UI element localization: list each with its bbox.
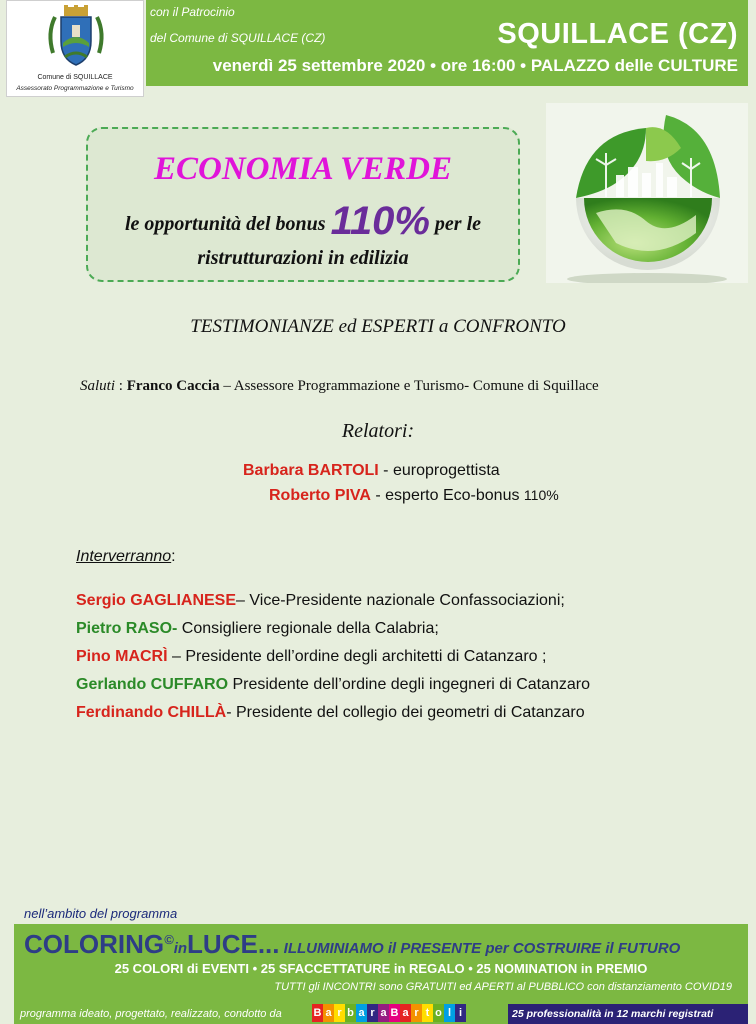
participant-role: Presidente dell’ordine degli ingegneri di Catanzaro: [228, 676, 591, 693]
name-letter-tile: o: [433, 1004, 444, 1022]
brand-in: in: [173, 940, 188, 957]
participant-name: Pino MACRÌ: [76, 648, 168, 665]
name-letter-tile: B: [312, 1004, 323, 1022]
participant-item: [76, 592, 565, 610]
speaker-role-extra: 110%: [523, 487, 559, 503]
participant-role: – Presidente dell’ordine degli architetti di Catanzaro ;: [167, 648, 547, 665]
speaker-role: - esperto Eco-bonus: [370, 487, 524, 504]
logo-subcaption: Assessorato Programmazione e Turismo: [16, 85, 134, 92]
name-letter-tile: a: [400, 1004, 411, 1022]
speaker-name: Roberto PIVA: [269, 487, 371, 504]
subtitle: TESTIMONIANZE ed ESPERTI a CONFRONTO: [190, 316, 566, 337]
program-tagline: 25 professionalità in 12 marchi registrati: [508, 1004, 748, 1024]
name-letter-tile: b: [345, 1004, 356, 1022]
name-letter-tile: r: [411, 1004, 422, 1022]
greetings-line: [80, 378, 599, 395]
patronage-line1: con il Patrocinio: [150, 5, 235, 19]
participants-label: Interverranno: [76, 548, 172, 565]
program-access-note: TUTTI gli INCONTRI sono GRATUITI ed APERTI al PUBBLICO con distanziamento COVID19: [274, 981, 732, 993]
greetings-role: – Assessore Programmazione e Turismo- Comune di Squillace: [219, 378, 599, 394]
name-letter-tile: r: [367, 1004, 378, 1022]
name-letter-tile: B: [389, 1004, 400, 1022]
participant-role: Consigliere regionale della Calabria;: [177, 620, 439, 637]
event-date-venue: venerdì 25 settembre 2020 • ore 16:00 • PALAZZO delle CULTURE: [212, 56, 738, 75]
participant-role: – Vice-Presidente nazionale Confassociazioni;: [236, 592, 565, 609]
municipal-logo: [6, 0, 144, 97]
speakers-heading: Relatori:: [341, 420, 415, 442]
speaker-role: - europrogettista: [378, 462, 500, 479]
brand-luce: LUCE...: [187, 929, 280, 959]
brand-coloring: COLORING: [24, 929, 165, 959]
title-line2-post: per le: [434, 213, 482, 235]
name-letter-tile: a: [323, 1004, 334, 1022]
participant-item: [76, 620, 439, 638]
participant-name: Sergio GAGLIANESE: [76, 592, 237, 609]
participant-name: Ferdinando CHILLÀ: [76, 704, 227, 721]
greetings-label: Saluti: [80, 378, 116, 394]
speaker-item: [269, 487, 559, 505]
speaker-name: Barbara BARTOLI: [243, 462, 379, 479]
participants-heading: [76, 548, 176, 566]
author-name-tiles: [312, 1004, 466, 1022]
participant-item: [76, 676, 590, 694]
brand-slogan: ILLUMINIAMO il PRESENTE per COSTRUIRE il FUTURO: [279, 940, 681, 957]
participant-item: [76, 704, 585, 722]
name-letter-tile: l: [444, 1004, 455, 1022]
name-letter-tile: i: [455, 1004, 466, 1022]
name-letter-tile: a: [356, 1004, 367, 1022]
participant-name: Pietro RASO-: [76, 620, 178, 637]
coat-of-arms-icon: [41, 3, 111, 73]
header-bar: [146, 0, 748, 86]
bonus-percent: 110%: [330, 199, 430, 243]
speaker-item: [243, 462, 500, 480]
greetings-name: Franco Caccia: [126, 378, 220, 394]
brand-copyright: ©: [164, 932, 174, 947]
name-letter-tile: r: [334, 1004, 345, 1022]
title-line2: [88, 199, 518, 244]
title-line3: ristrutturazioni in edilizia: [197, 247, 409, 269]
participants-colon: :: [171, 548, 176, 565]
title-line2-pre: le opportunità del bonus: [124, 213, 326, 235]
footer-banner: [14, 924, 748, 1024]
globe-icon: [546, 103, 748, 283]
participant-role: - Presidente del collegio dei geometri di Catanzaro: [226, 704, 585, 721]
participant-name: Gerlando CUFFARO: [76, 676, 229, 693]
program-features: 25 COLORI di EVENTI • 25 SFACCETTATURE in REGALO • 25 NOMINATION in PREMIO: [114, 961, 648, 976]
program-note: nell’ambito del programma: [24, 906, 178, 921]
event-title: ECONOMIA VERDE: [153, 151, 452, 187]
participant-item: [76, 648, 546, 666]
program-credit: programma ideato, progettato, realizzato, condotto da: [20, 1008, 282, 1020]
logo-caption: Comune di SQUILLACE: [37, 74, 113, 81]
patronage-line2: del Comune di SQUILLACE (CZ): [150, 31, 326, 45]
program-brand: [24, 929, 680, 960]
green-globe-image: [546, 103, 748, 283]
city-title: SQUILLACE (CZ): [497, 18, 738, 50]
name-letter-tile: a: [378, 1004, 389, 1022]
greetings-sep: :: [115, 378, 127, 394]
title-box: [86, 127, 520, 282]
name-letter-tile: t: [422, 1004, 433, 1022]
